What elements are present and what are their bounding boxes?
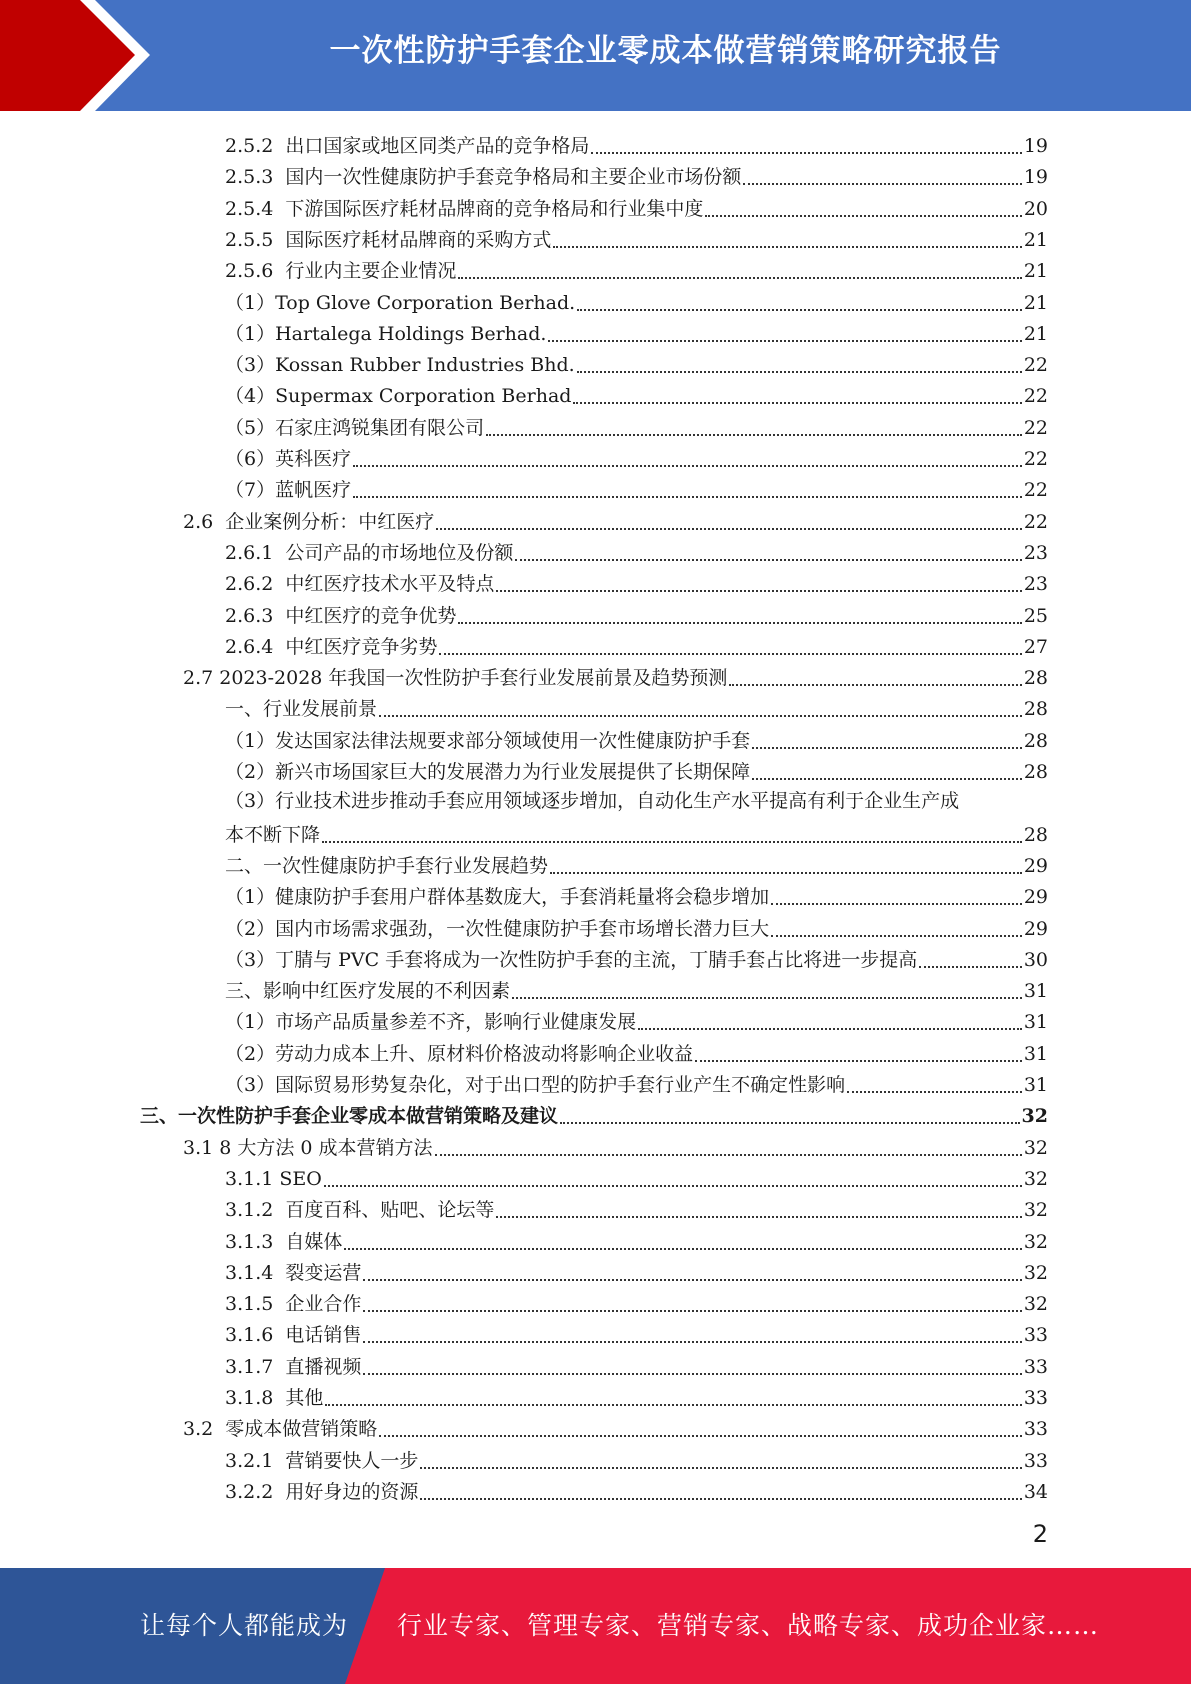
toc-entry[interactable] <box>225 252 1048 283</box>
toc-entry-label: 2.5.2 出口国家或地区同类产品的竞争格局 <box>225 135 590 157</box>
toc-entry[interactable] <box>225 1035 1048 1066</box>
toc-entry-label: （2）劳动力成本上升、原材料价格波动将影响企业收益 <box>225 1042 694 1065</box>
toc-entry[interactable] <box>225 315 1048 346</box>
toc-entry[interactable] <box>225 409 1048 440</box>
toc-entry-label: 一、行业发展前景 <box>225 698 378 721</box>
toc-dot-leader <box>560 1121 1020 1124</box>
toc-entry-page-number: 21 <box>1023 228 1048 251</box>
toc-entry[interactable] <box>225 471 1048 502</box>
toc-entry-label: 3.2.1 营销要快人一步 <box>225 1449 419 1472</box>
toc-entry-label: 三、影响中红医疗发展的不利因素 <box>225 980 511 1003</box>
toc-dot-leader <box>363 1309 1021 1312</box>
toc-entry-label: 三、一次性防护手套企业零成本做营销策略及建议 <box>140 1105 559 1128</box>
toc-entry-label: （4）Supermax Corporation Berhad <box>225 385 572 408</box>
toc-dot-leader <box>322 840 1022 843</box>
toc-entry-label: 3.1 8 大方法 0 成本营销方法 <box>183 1136 433 1159</box>
toc-entry[interactable] <box>225 910 1048 941</box>
toc-entry-label: 2.6 企业案例分析：中红医疗 <box>183 510 435 533</box>
toc-entry-page-number: 27 <box>1023 635 1048 658</box>
toc-entry-label: 2.5.4 下游国际医疗耗材品牌商的竞争格局和行业集中度 <box>225 197 704 220</box>
toc-entry[interactable] <box>140 1097 1048 1128</box>
toc-entry-page-number: 28 <box>1023 698 1048 721</box>
toc-entry-page-number: 33 <box>1023 1418 1048 1441</box>
toc-entry[interactable] <box>225 565 1048 596</box>
toc-entry-page-number: 31 <box>1023 1074 1048 1096</box>
toc-entry[interactable] <box>225 753 1048 784</box>
toc-dot-leader <box>512 996 1022 999</box>
toc-entry-page-number: 32 <box>1023 1261 1048 1284</box>
toc-entry-label: （5）石家庄鸿锐集团有限公司 <box>225 416 485 439</box>
toc-entry-label: （3）Kossan Rubber Industries Bhd. <box>225 354 575 377</box>
toc-dot-leader <box>553 245 1021 248</box>
toc-entry[interactable] <box>225 1316 1048 1347</box>
toc-entry-page-number: 22 <box>1023 416 1048 439</box>
toc-entry-page-number: 32 <box>1023 1230 1048 1253</box>
toc-entry-label: 3.1.1 SEO <box>225 1167 322 1190</box>
toc-entry-label: 2.6.1 公司产品的市场地位及份额 <box>225 541 514 564</box>
toc-dot-leader <box>486 433 1022 436</box>
toc-entry-label: （3）丁腈与 PVC 手套将成为一次性防护手套的主流，丁腈手套占比将进一步提高 <box>225 948 918 971</box>
toc-entry-page-number: 29 <box>1023 917 1048 940</box>
toc-dot-leader <box>420 1466 1021 1469</box>
toc-entry[interactable] <box>225 1003 1048 1034</box>
toc-entry-page-number: 32 <box>1023 1167 1048 1190</box>
toc-entry[interactable] <box>225 158 1048 189</box>
toc-dot-leader <box>919 965 1022 968</box>
toc-entry-label: 3.1.4 裂变运营 <box>225 1261 362 1284</box>
toc-entry-wrap-line[interactable]: （3）行业技术进步推动手套应用领域逐步增加，自动化生产水平提高有利于企业生产成 <box>225 790 960 813</box>
toc-dot-leader <box>379 1434 1022 1437</box>
toc-entry-label: （2）新兴市场国家巨大的发展潜力为行业发展提供了长期保障 <box>225 761 751 783</box>
toc-entry-label: （1）发达国家法律法规要求部分领域使用一次性健康防护手套 <box>225 729 751 752</box>
toc-entry[interactable] <box>225 1285 1048 1316</box>
toc-entry[interactable] <box>183 1129 1048 1160</box>
toc-entry-page-number: 28 <box>1023 761 1048 783</box>
toc-entry[interactable] <box>225 972 1048 1003</box>
toc-entry[interactable] <box>225 597 1048 628</box>
toc-dot-leader <box>638 1027 1022 1030</box>
toc-entry-label: 本不断下降 <box>225 823 321 846</box>
toc-dot-leader <box>420 1497 1021 1500</box>
toc-entry-page-number: 32 <box>1023 1199 1048 1222</box>
footer-slogan-right: 行业专家、管理专家、营销专家、战略专家、成功企业家…… <box>397 1611 1100 1640</box>
toc-entry[interactable] <box>225 221 1048 252</box>
toc-entry[interactable] <box>225 1191 1048 1222</box>
page-header <box>0 0 1191 111</box>
toc-dot-leader <box>353 464 1022 467</box>
toc-dot-leader <box>591 151 1021 154</box>
toc-entry-label: 2.5.5 国际医疗耗材品牌商的采购方式 <box>225 228 552 251</box>
toc-entry-label: 3.1.7 直播视频 <box>225 1355 362 1378</box>
toc-entry[interactable] <box>225 628 1048 659</box>
toc-entry-page-number: 33 <box>1023 1387 1048 1409</box>
toc-entry-label: 3.2.2 用好身边的资源 <box>225 1480 419 1503</box>
toc-entry-label: 3.1.8 其他 <box>225 1387 324 1409</box>
toc-dot-leader <box>379 714 1022 717</box>
toc-entry-page-number: 33 <box>1023 1355 1048 1378</box>
toc-entry[interactable] <box>225 127 1048 158</box>
toc-dot-leader <box>695 1059 1022 1062</box>
toc-dot-leader <box>705 214 1021 217</box>
toc-entry-page-number: 31 <box>1023 980 1048 1003</box>
toc-dot-leader <box>573 401 1021 404</box>
toc-entry[interactable] <box>225 534 1048 565</box>
toc-entry-label: 2.5.3 国内一次性健康防护手套竞争格局和主要企业市场份额 <box>225 166 742 189</box>
toc-entry-label: 3.1.3 自媒体 <box>225 1230 343 1253</box>
toc-entry-page-number: 29 <box>1023 886 1048 909</box>
toc-entry-page-number: 21 <box>1023 291 1048 314</box>
toc-entry-page-number: 32 <box>1021 1105 1048 1128</box>
toc-entry-page-number: 29 <box>1023 854 1048 877</box>
toc-entry[interactable] <box>183 503 1048 534</box>
toc-dot-leader <box>847 1090 1022 1093</box>
toc-entry-label: 2.6.2 中红医疗技术水平及特点 <box>225 573 495 596</box>
toc-dot-leader <box>729 683 1021 686</box>
toc-entry-page-number: 22 <box>1023 479 1048 502</box>
toc-dot-leader <box>577 370 1022 373</box>
toc-dot-leader <box>436 527 1022 530</box>
toc-entry[interactable] <box>225 816 1048 847</box>
page-footer <box>0 1568 1191 1684</box>
toc-entry[interactable] <box>225 377 1048 408</box>
toc-entry-page-number: 21 <box>1023 260 1048 283</box>
toc-entry[interactable] <box>225 346 1048 377</box>
report-title: 一次性防护手套企业零成本做营销策略研究报告 <box>329 33 1002 69</box>
toc-entry-label: （1）Hartalega Holdings Berhad. <box>225 322 547 345</box>
toc-dot-leader <box>515 558 1021 561</box>
toc-entry-label: 3.1.2 百度百科、贴吧、论坛等 <box>225 1199 495 1222</box>
toc-entry[interactable] <box>225 1379 1048 1410</box>
toc-entry[interactable] <box>225 847 1048 878</box>
toc-entry-page-number: 21 <box>1023 322 1048 345</box>
toc-entry[interactable] <box>225 284 1048 315</box>
toc-entry-label: 2.6.4 中红医疗竞争劣势 <box>225 635 438 658</box>
toc-entry-label: （1）健康防护手套用户群体基数庞大，手套消耗量将会稳步增加 <box>225 886 770 909</box>
toc-dot-leader <box>548 339 1021 342</box>
toc-entry-page-number: 22 <box>1023 385 1048 408</box>
toc-entry[interactable] <box>183 659 1048 690</box>
toc-entry-page-number: 19 <box>1023 135 1048 157</box>
toc-entry-page-number: 33 <box>1023 1324 1048 1347</box>
toc-entry-page-number: 22 <box>1023 354 1048 377</box>
toc-entry-page-number: 20 <box>1023 197 1048 220</box>
toc-entry[interactable] <box>225 1066 1048 1097</box>
toc-entry-label: 2.7 2023-2028 年我国一次性防护手套行业发展前景及趋势预测 <box>183 667 728 690</box>
toc-dot-leader <box>363 1278 1021 1281</box>
toc-entry[interactable] <box>225 1254 1048 1285</box>
toc-entry-page-number: 23 <box>1023 573 1048 596</box>
toc-entry-page-number: 33 <box>1023 1449 1048 1472</box>
toc-entry-label: 3.2 零成本做营销策略 <box>183 1418 378 1441</box>
toc-entry-label: 2.6.3 中红医疗的竞争优势 <box>225 604 457 627</box>
toc-entry-page-number: 32 <box>1023 1136 1048 1159</box>
toc-entry-page-number: 28 <box>1023 823 1048 846</box>
toc-dot-leader <box>752 777 1022 780</box>
toc-entry-page-number: 34 <box>1023 1480 1048 1503</box>
toc-entry[interactable] <box>225 1223 1048 1254</box>
toc-entry-label: （1）Top Glove Corporation Berhad. <box>225 291 576 314</box>
toc-entry-page-number: 30 <box>1023 948 1048 971</box>
toc-entry-page-number: 25 <box>1023 604 1048 627</box>
toc-entry-label: 二、一次性健康防护手套行业发展趋势 <box>225 854 549 877</box>
toc-dot-leader <box>496 1215 1021 1218</box>
toc-entry[interactable] <box>225 1348 1048 1379</box>
toc-entry-label: （1）市场产品质量参差不齐，影响行业健康发展 <box>225 1011 637 1034</box>
toc-dot-leader <box>324 1184 1022 1187</box>
toc-entry-page-number: 28 <box>1023 667 1048 690</box>
toc-entry-label: 3.1.5 企业合作 <box>225 1293 362 1316</box>
footer-slogan-left: 让每个人都能成为 <box>140 1611 349 1640</box>
toc-entry-label: 3.1.6 电话销售 <box>225 1324 362 1347</box>
toc-entry-label: 2.5.6 行业内主要企业情况 <box>225 260 457 283</box>
toc-dot-leader <box>353 495 1022 498</box>
toc-dot-leader <box>325 1403 1021 1406</box>
toc-dot-leader <box>435 1153 1022 1156</box>
toc-dot-leader <box>363 1340 1021 1343</box>
toc-dot-leader <box>743 182 1021 185</box>
toc-dot-leader <box>458 276 1021 279</box>
toc-entry-label: （2）国内市场需求强劲，一次性健康防护手套市场增长潜力巨大 <box>225 917 770 940</box>
toc-entry-label: （3）国际贸易形势复杂化，对于出口型的防护手套行业产生不确定性影响 <box>225 1074 846 1096</box>
toc-dot-leader <box>771 902 1022 905</box>
toc-entry-page-number: 32 <box>1023 1293 1048 1316</box>
toc-entry[interactable] <box>183 1410 1048 1441</box>
toc-entry-label: （7）蓝帆医疗 <box>225 479 352 502</box>
toc-entry-page-number: 22 <box>1023 510 1048 533</box>
toc-entry[interactable] <box>225 941 1048 972</box>
toc-entry-page-number: 23 <box>1023 541 1048 564</box>
toc-dot-leader <box>771 934 1022 937</box>
toc-entry[interactable] <box>225 1442 1048 1473</box>
toc-entry[interactable] <box>225 690 1048 721</box>
toc-dot-leader <box>363 1372 1021 1375</box>
toc-entry[interactable] <box>225 722 1048 753</box>
toc-entry[interactable] <box>225 440 1048 471</box>
page-number: 2 <box>1032 1520 1048 1548</box>
toc-entry-page-number: 28 <box>1023 729 1048 752</box>
toc-entry[interactable] <box>225 878 1048 909</box>
toc-dot-leader <box>577 308 1022 311</box>
toc-dot-leader <box>439 652 1021 655</box>
toc-dot-leader <box>752 746 1022 749</box>
toc-dot-leader <box>496 589 1021 592</box>
toc-entry[interactable] <box>225 1473 1048 1504</box>
toc-entry[interactable] <box>225 190 1048 221</box>
toc-dot-leader <box>344 1247 1021 1250</box>
toc-entry-page-number: 22 <box>1023 448 1048 470</box>
toc-dot-leader <box>550 871 1022 874</box>
toc-entry[interactable] <box>225 1160 1048 1191</box>
toc-entry-page-number: 31 <box>1023 1042 1048 1065</box>
toc-entry-label: （6）英科医疗 <box>225 448 352 470</box>
toc-entry-page-number: 31 <box>1023 1011 1048 1034</box>
toc-entry-page-number: 19 <box>1023 166 1048 189</box>
toc-dot-leader <box>458 621 1021 624</box>
